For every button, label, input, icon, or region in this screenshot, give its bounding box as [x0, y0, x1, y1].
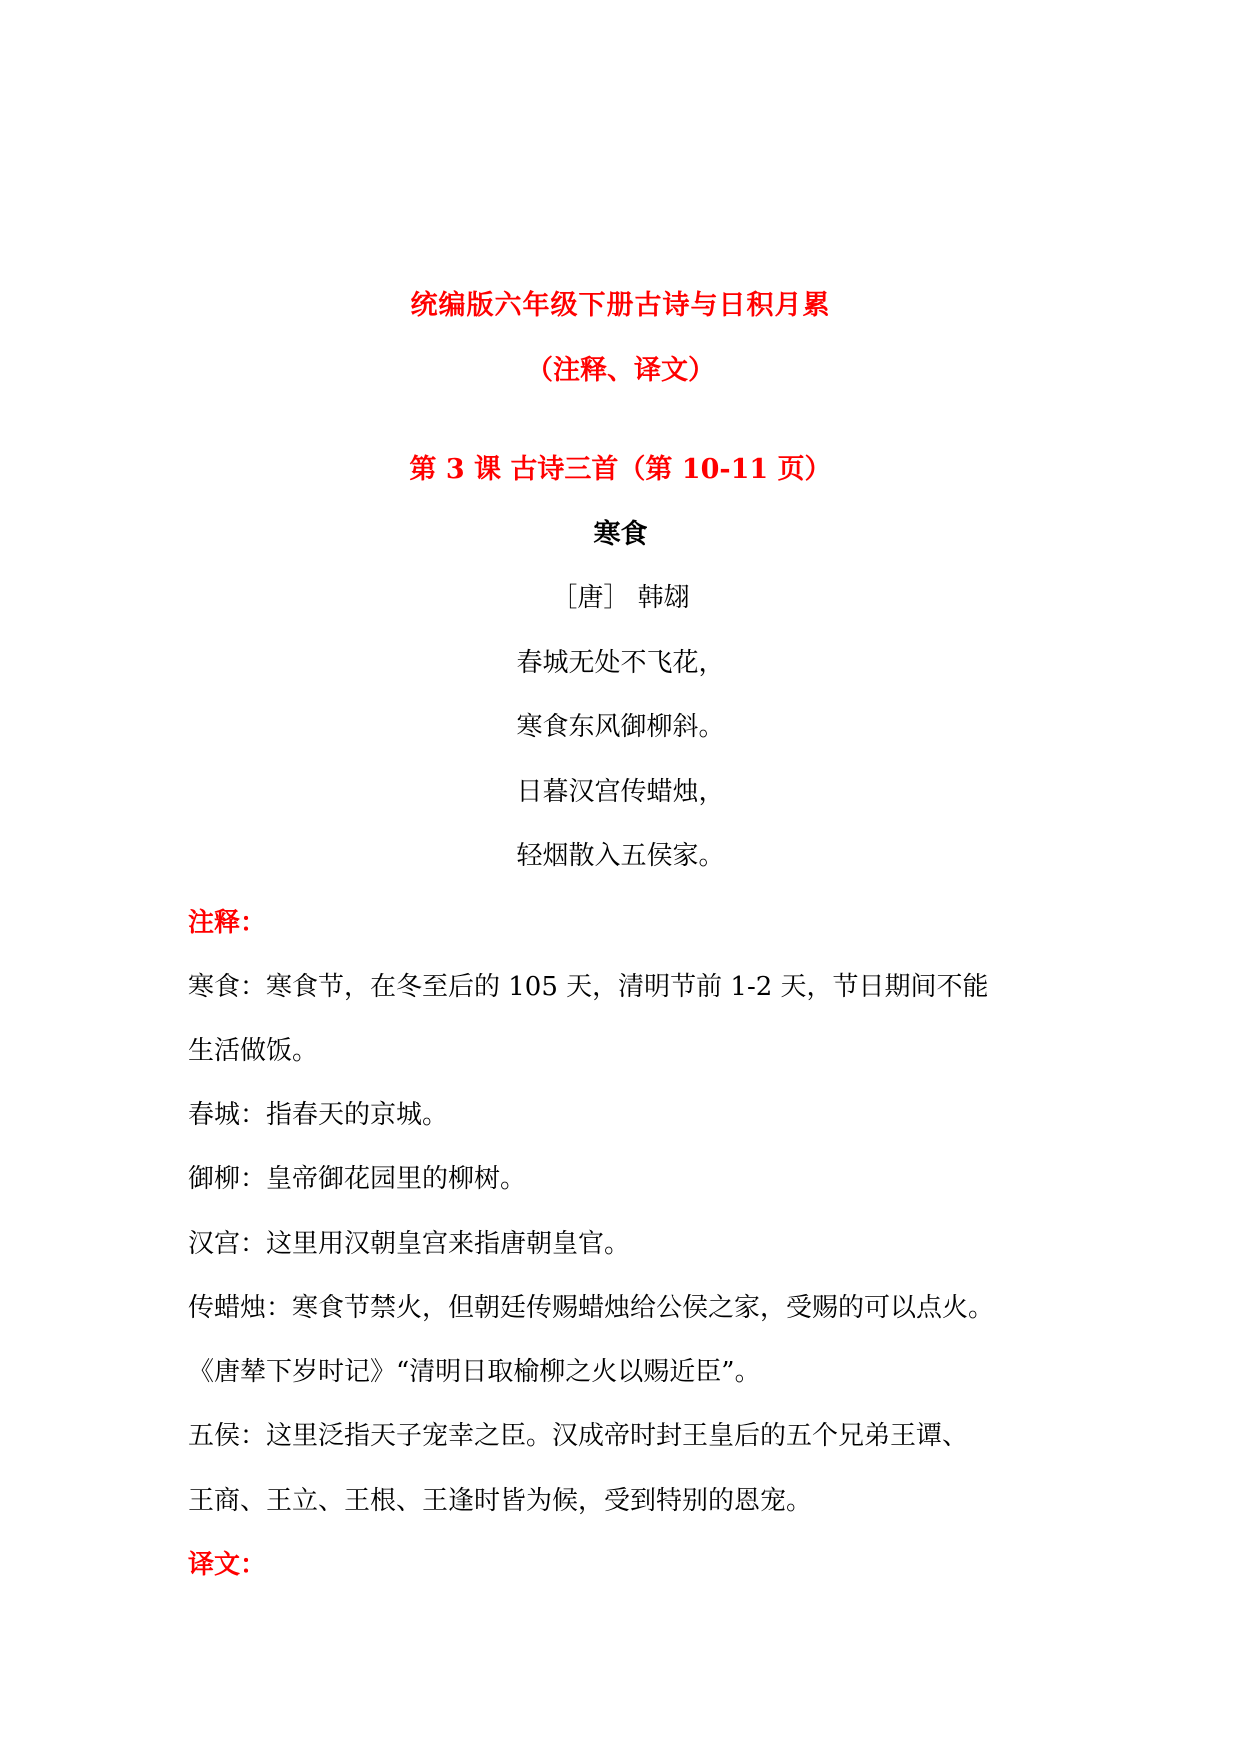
note-line: 汉宫：这里用汉朝皇宫来指唐朝皇官。 [188, 1229, 631, 1259]
translation-heading: 译文： [188, 1550, 267, 1580]
note-line: 传蜡烛：寒食节禁火，但朝廷传赐蜡烛给公侯之家，受赐的可以点火。 [188, 1293, 995, 1323]
note-line: 春城：指春天的京城。 [188, 1100, 449, 1130]
document-subtitle: （注释、译文） [526, 355, 715, 386]
notes-heading: 注释： [188, 908, 267, 938]
poem-line: 春城无处不飞花， [516, 648, 725, 678]
poem-line: 寒食东风御柳斜。 [516, 712, 725, 742]
poem-author: ［唐］ 韩翃 [551, 583, 690, 613]
note-line: 《唐辇下岁时记》“清明日取榆柳之火以赐近臣”。 [188, 1357, 761, 1387]
lesson-title: 第 3 课 古诗三首（第 10-11 页） [409, 454, 832, 485]
note-line: 王商、王立、王根、王逢时皆为候，受到特别的恩宠。 [188, 1486, 813, 1516]
poem-line: 轻烟散入五侯家。 [516, 841, 725, 871]
note-line: 五侯：这里泛指天子宠幸之臣。汉成帝时封王皇后的五个兄弟王谭、 [188, 1421, 969, 1451]
note-line: 御柳：皇帝御花园里的柳树。 [188, 1164, 527, 1194]
document-title: 统编版六年级下册古诗与日积月累 [410, 290, 831, 321]
note-line: 生活做饭。 [188, 1036, 319, 1066]
poem-title: 寒食 [593, 519, 648, 550]
note-line: 寒食：寒食节，在冬至后的 105 天，清明节前 1-2 天，节日期间不能 [188, 972, 989, 1002]
poem-line: 日暮汉宫传蜡烛， [516, 777, 725, 807]
